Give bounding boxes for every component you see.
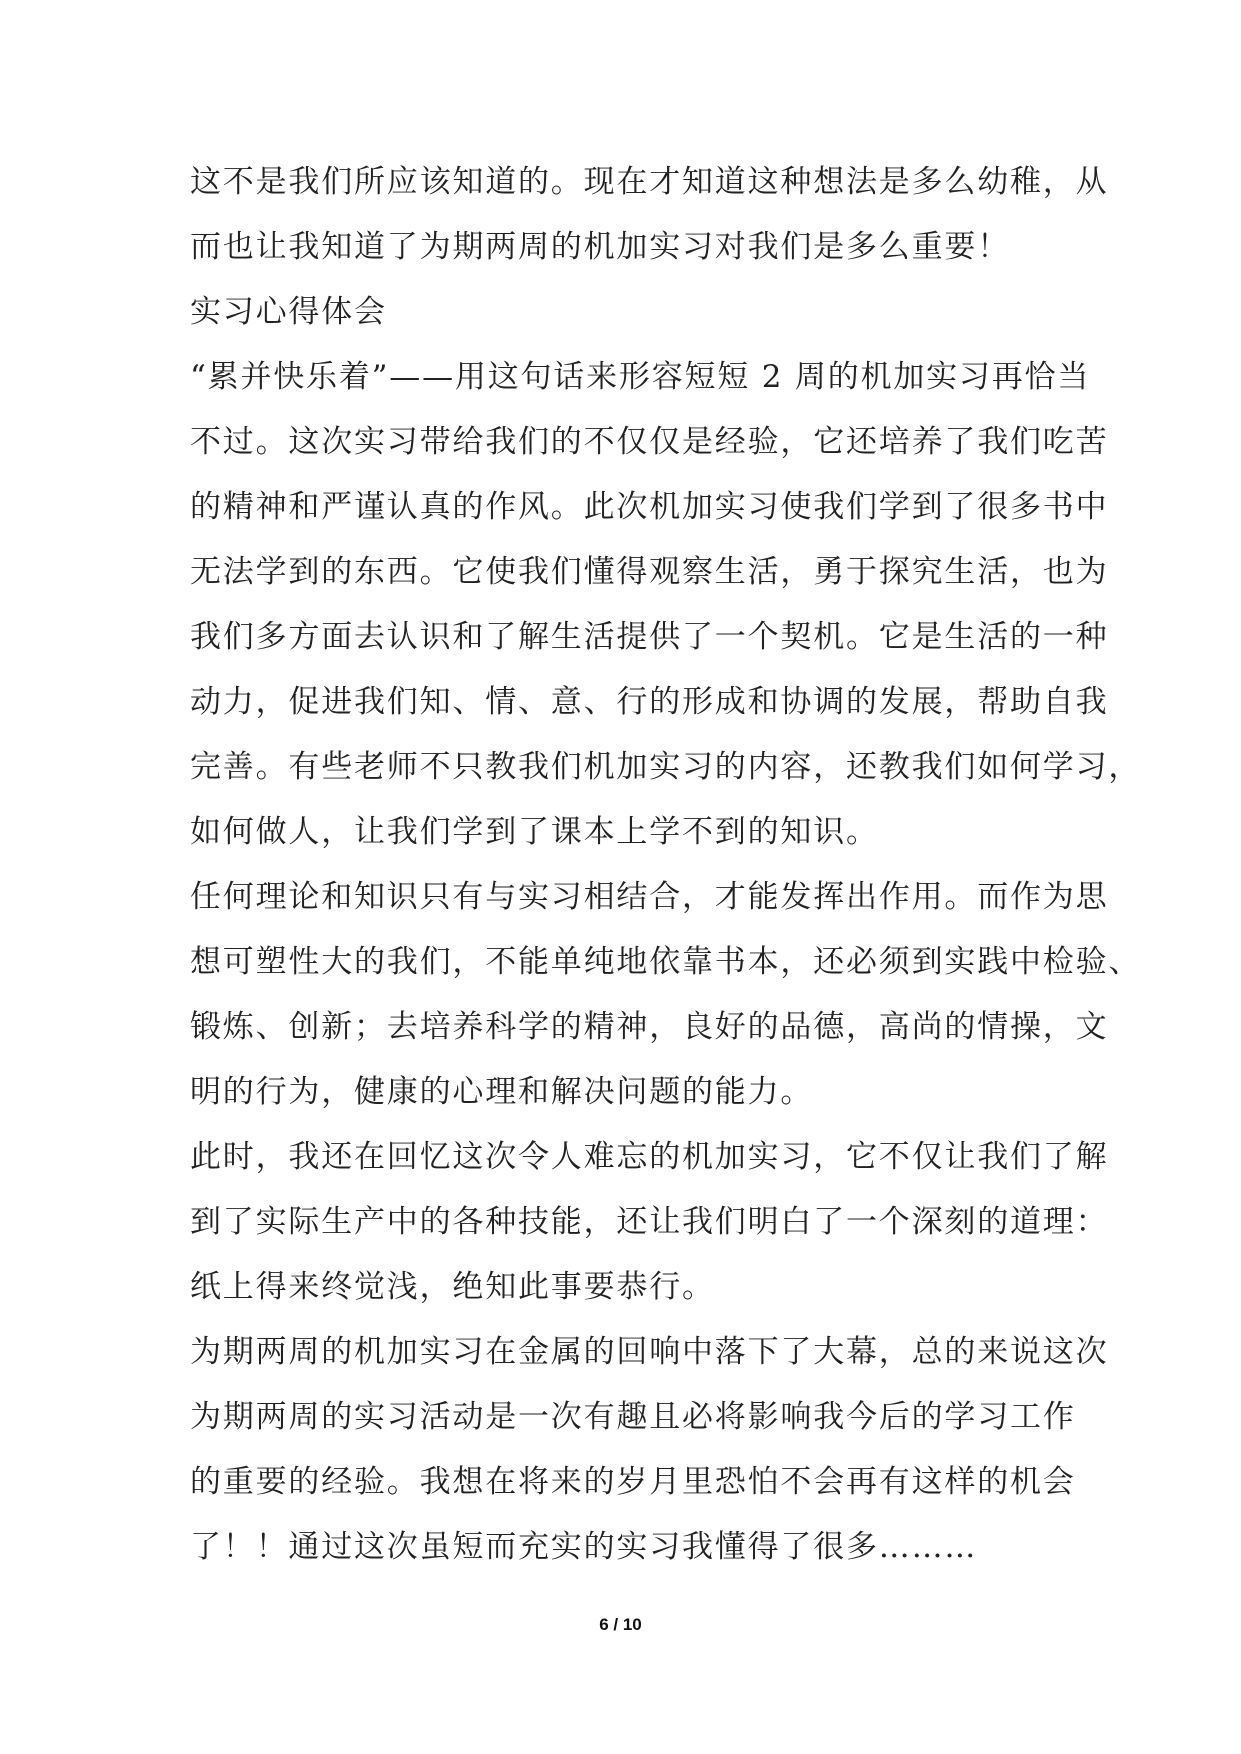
section-heading: 实习心得体会 <box>190 294 387 330</box>
text-line: 到了实际生产中的各种技能，还让我们明白了一个深刻的道理： <box>190 1204 1109 1240</box>
text-line: 锻炼、创新；去培养科学的精神，良好的品德，高尚的情操，文 <box>190 1009 1109 1045</box>
text-line: “累并快乐着”——用这句话来形容短短 2 周的机加实习再恰当 <box>190 359 1091 395</box>
text-line: 想可塑性大的我们，不能单纯地依靠书本，还必须到实践中检验、 <box>190 944 1142 980</box>
text-line: 纸上得来终觉浅，绝知此事要恭行。 <box>190 1269 715 1305</box>
text-line: 这不是我们所应该知道的。现在才知道这种想法是多么幼稚，从 <box>190 164 1109 200</box>
text-line: 而也让我知道了为期两周的机加实习对我们是多么重要！ <box>190 229 1010 265</box>
page-number: 6 / 10 <box>599 1615 642 1634</box>
text-line: 此时，我还在回忆这次令人难忘的机加实习，它不仅让我们了解 <box>190 1139 1109 1175</box>
text-line: 不过。这次实习带给我们的不仅仅是经验，它还培养了我们吃苦 <box>190 424 1109 460</box>
document-body <box>190 156 1142 1586</box>
text-line: 为期两周的实习活动是一次有趣且必将影响我今后的学习工作 <box>190 1399 1076 1435</box>
text-line: 动力，促进我们知、情、意、行的形成和协调的发展，帮助自我 <box>190 684 1109 720</box>
text-line: 无法学到的东西。它使我们懂得观察生活，勇于探究生活，也为 <box>190 554 1109 590</box>
text-line: 任何理论和知识只有与实习相结合，才能发挥出作用。而作为思 <box>190 879 1109 915</box>
text-line: 的精神和严谨认真的作风。此次机加实习使我们学到了很多书中 <box>190 489 1109 525</box>
text-line: 的重要的经验。我想在将来的岁月里恐怕不会再有这样的机会 <box>190 1464 1076 1500</box>
text-line: 为期两周的机加实习在金属的回响中落下了大幕，总的来说这次 <box>190 1334 1109 1370</box>
text-line: 如何做人，让我们学到了课本上学不到的知识。 <box>190 814 879 850</box>
text-line: 明的行为，健康的心理和解决问题的能力。 <box>190 1074 814 1110</box>
text-line: 我们多方面去认识和了解生活提供了一个契机。它是生活的一种 <box>190 619 1109 655</box>
text-line: 了！！通过这次虽短而充实的实习我懂得了很多……… <box>190 1529 978 1565</box>
text-line: 完善。有些老师不只教我们机加实习的内容，还教我们如何学习， <box>190 749 1142 785</box>
